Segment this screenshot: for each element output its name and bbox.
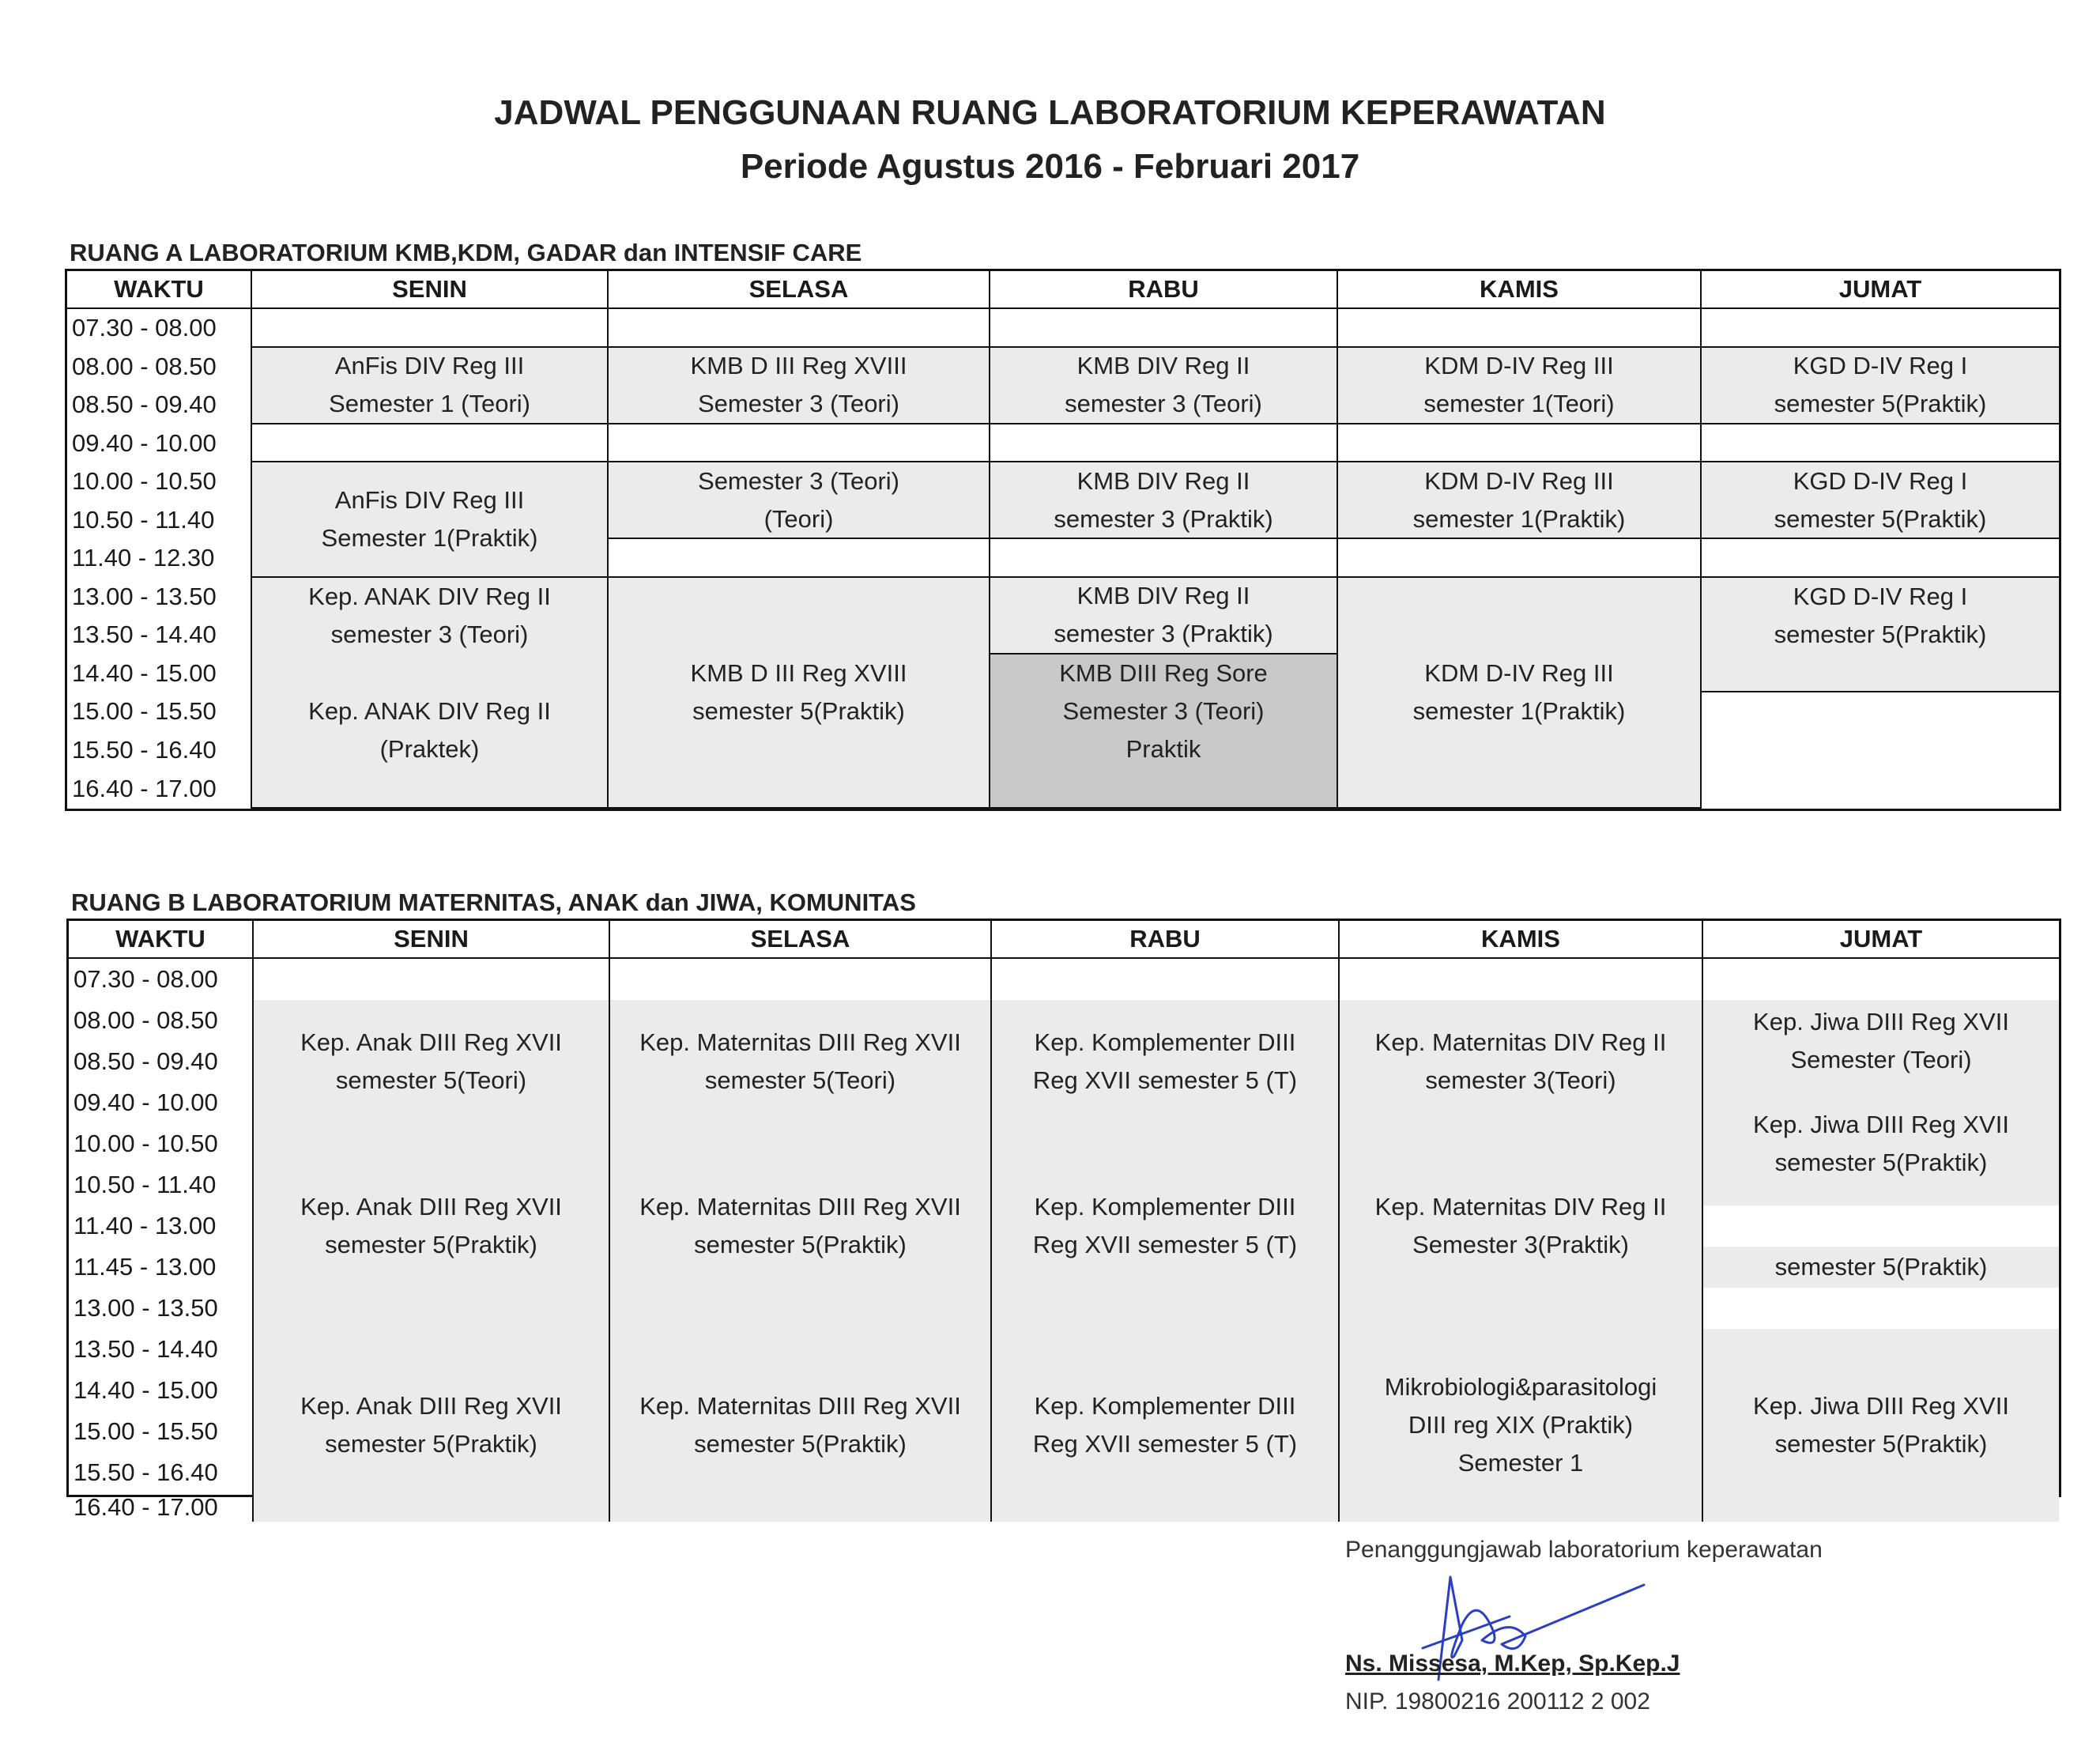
header-senin: SENIN	[254, 921, 610, 959]
header-waktu: WAKTU	[69, 921, 254, 959]
schedule-cell: AnFis DIV Reg III Semester 1(Praktik)	[252, 462, 609, 578]
schedule-cell: semester 5(Praktik)	[1703, 1247, 2059, 1288]
schedule-cell: Kep. Jiwa DIII Reg XVII semester 5(Praktik)	[1703, 1329, 2059, 1522]
empty-slot	[990, 424, 1338, 463]
empty-slot	[252, 309, 609, 348]
time-slot: 16.40 - 17.00	[67, 769, 252, 809]
empty-slot	[1703, 1205, 2059, 1247]
schedule-cell: Kep. Maternitas DIV Reg II semester 3(Teori)	[1340, 1000, 1703, 1123]
time-slot: 14.40 - 15.00	[69, 1370, 254, 1411]
schedule-cell: KGD D-IV Reg I semester 5(Praktik)	[1702, 348, 2059, 424]
header-jumat: JUMAT	[1702, 271, 2059, 309]
schedule-cell: Kep. Komplementer DIII Reg XVII semester 5 (T)	[992, 1329, 1340, 1522]
schedule-cell: KGD D-IV Reg I semester 5(Praktik)	[1702, 462, 2059, 539]
time-slot: 11.45 - 13.00	[69, 1247, 254, 1288]
empty-slot	[252, 424, 609, 463]
signature-label: Penanggungjawab laboratorium keperawatan	[1345, 1537, 1823, 1563]
time-slot: 07.30 - 08.00	[67, 309, 252, 348]
room-b-schedule-table	[66, 919, 2061, 1521]
time-slot: 09.40 - 10.00	[69, 1082, 254, 1123]
time-slot: 15.50 - 16.40	[67, 731, 252, 770]
time-slot: 15.00 - 15.50	[69, 1411, 254, 1452]
header-waktu: WAKTU	[67, 271, 252, 309]
schedule-cell: KMB DIV Reg II semester 3 (Praktik)	[990, 578, 1338, 655]
empty-slot	[1338, 309, 1702, 348]
empty-slot	[609, 309, 990, 348]
room-b-title: RUANG B LABORATORIUM MATERNITAS, ANAK dan JIWA, KOMUNITAS	[71, 888, 916, 916]
document-title: JADWAL PENGGUNAAN RUANG LABORATORIUM KEPERAWATAN	[494, 93, 1606, 132]
empty-slot	[609, 424, 990, 463]
schedule-cell: Kep. ANAK DIV Reg II semester 3 (Teori)	[252, 578, 609, 655]
signatory-nip: NIP. 19800216 200112 2 002	[1345, 1688, 1650, 1715]
header-rabu: RABU	[992, 921, 1340, 959]
schedule-cell: Kep. Maternitas DIII Reg XVII semester 5(Teori)	[610, 1000, 992, 1123]
header-jumat: JUMAT	[1703, 921, 2059, 959]
schedule-cell: Kep. Komplementer DIII Reg XVII semester 5 (T)	[992, 1123, 1340, 1329]
time-slot: 09.40 - 10.00	[67, 424, 252, 463]
schedule-cell: Kep. Maternitas DIII Reg XVII semester 5(Praktik)	[610, 1329, 992, 1522]
time-slot: 07.30 - 08.00	[69, 959, 254, 1000]
room-a-title: RUANG A LABORATORIUM KMB,KDM, GADAR dan INTENSIF CARE	[70, 239, 862, 266]
schedule-cell: Kep. Maternitas DIII Reg XVII semester 5(Praktik)	[610, 1123, 992, 1329]
schedule-cell: KDM D-IV Reg III semester 1(Praktik)	[1338, 578, 1702, 809]
header-selasa: SELASA	[610, 921, 992, 959]
schedule-cell: KDM D-IV Reg III semester 1(Teori)	[1338, 348, 1702, 424]
time-slot: 16.40 - 17.00	[69, 1493, 254, 1522]
empty-slot	[990, 539, 1338, 578]
empty-slot	[1340, 959, 1703, 1000]
time-slot: 13.00 - 13.50	[69, 1288, 254, 1329]
empty-slot	[609, 539, 990, 578]
schedule-cell: KMB DIII Reg Sore Semester 3 (Teori) Praktik	[990, 655, 1338, 809]
schedule-cell: Kep. Maternitas DIV Reg II Semester 3(Praktik)	[1340, 1123, 1703, 1329]
empty-slot	[1702, 424, 2059, 463]
schedule-cell: Kep. Jiwa DIII Reg XVII Semester (Teori)	[1703, 1000, 2059, 1082]
schedule-cell: Kep. Anak DIII Reg XVII semester 5(Praktik)	[254, 1329, 610, 1522]
time-slot: 14.40 - 15.00	[67, 655, 252, 693]
header-kamis: KAMIS	[1338, 271, 1702, 309]
header-kamis: KAMIS	[1340, 921, 1703, 959]
time-slot: 08.00 - 08.50	[69, 1000, 254, 1041]
time-slot: 10.00 - 10.50	[69, 1123, 254, 1164]
header-rabu: RABU	[990, 271, 1338, 309]
schedule-cell: Kep. Komplementer DIII Reg XVII semester 5 (T)	[992, 1000, 1340, 1123]
schedule-cell: KMB D III Reg XVIII Semester 3 (Teori)	[609, 348, 990, 424]
time-slot: 08.00 - 08.50	[67, 348, 252, 387]
time-slot: 10.50 - 11.40	[69, 1164, 254, 1205]
schedule-cell: AnFis DIV Reg III Semester 1 (Teori)	[252, 348, 609, 424]
signatory-name: Ns. Missesa, M.Kep, Sp.Kep.J	[1345, 1650, 1680, 1677]
schedule-cell: KMB D III Reg XVIII semester 5(Praktik)	[609, 578, 990, 809]
header-senin: SENIN	[252, 271, 609, 309]
time-slot: 11.40 - 12.30	[67, 539, 252, 578]
schedule-cell: Kep. Anak DIII Reg XVII semester 5(Teori)	[254, 1000, 610, 1123]
empty-slot	[990, 309, 1338, 348]
empty-slot	[1703, 959, 2059, 1000]
time-slot: 13.50 - 14.40	[67, 616, 252, 655]
empty-slot	[1702, 539, 2059, 578]
time-slot: 13.50 - 14.40	[69, 1329, 254, 1370]
schedule-cell: KDM D-IV Reg III semester 1(Praktik)	[1338, 462, 1702, 539]
schedule-cell: KMB DIV Reg II semester 3 (Teori)	[990, 348, 1338, 424]
time-slot: 15.50 - 16.40	[69, 1452, 254, 1493]
time-slot: 10.00 - 10.50	[67, 462, 252, 501]
time-slot: 13.00 - 13.50	[67, 578, 252, 617]
empty-slot	[1338, 539, 1702, 578]
document-period: Periode Agustus 2016 - Februari 2017	[740, 147, 1360, 186]
time-slot: 15.00 - 15.50	[67, 692, 252, 731]
empty-slot	[610, 959, 992, 1000]
time-slot: 11.40 - 13.00	[69, 1205, 254, 1247]
empty-slot	[254, 959, 610, 1000]
room-a-schedule-table	[65, 269, 2061, 811]
time-slot: 08.50 - 09.40	[67, 386, 252, 424]
schedule-cell: Semester 3 (Teori) (Teori)	[609, 462, 990, 539]
header-selasa: SELASA	[609, 271, 990, 309]
time-slot: 10.50 - 11.40	[67, 501, 252, 540]
time-slot: 08.50 - 09.40	[69, 1041, 254, 1082]
schedule-cell: Kep. Anak DIII Reg XVII semester 5(Praktik)	[254, 1123, 610, 1329]
schedule-cell: KMB DIV Reg II semester 3 (Praktik)	[990, 462, 1338, 539]
empty-slot	[992, 959, 1340, 1000]
schedule-cell: Kep. Jiwa DIII Reg XVII semester 5(Praktik)	[1703, 1082, 2059, 1205]
empty-slot	[1703, 1288, 2059, 1329]
schedule-cell: KGD D-IV Reg I semester 5(Praktik)	[1702, 578, 2059, 693]
empty-slot	[1702, 692, 2059, 809]
schedule-cell: Kep. ANAK DIV Reg II (Praktek)	[252, 655, 609, 809]
empty-slot	[1702, 309, 2059, 348]
schedule-cell: Mikrobiologi&parasitologi DIII reg XIX (Praktik) Semester 1	[1340, 1329, 1703, 1522]
empty-slot	[1338, 424, 1702, 463]
